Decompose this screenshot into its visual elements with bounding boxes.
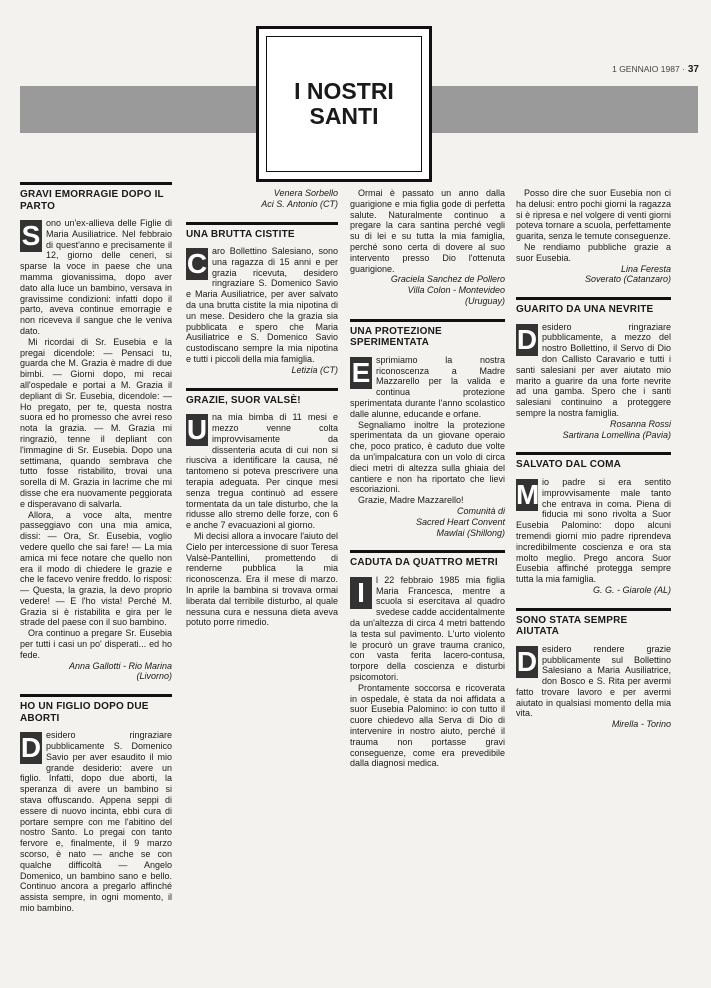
article-paragraph: esidero ringraziare pubblicamente S. Domenico Savio per aver esaudito il mio grande desiderio: avere un figlio. Infatti, dopo due aborti, la speranza di avere un bambino si stava offuscando. Appena seppi di essere di nuovo incinta, ebbi cura di portare sempre con me l'abitino del nostro Santo. Lo pregai con tanto fervore e, finalmente, il 9 marzo scorso, è nato — anche se con qualche difficoltà — Angelo Domenico, un bambino sano e bello. Continuo ancora a pregarlo affinché assista sempre, in ogni momento, il mio bambino.	[20, 730, 172, 914]
article-paragraph: na mia bimba di 11 mesi e mezzo venne colta improvvisamente da dissenteria acuta di cui non si riusciva a identificare la causa, né tantomeno si poteva prescrivere una terapia adeguata. Per cinque mesi senza tregua continuò ad essere tormentata da un tale disturbo, che la ridusse allo stremo delle forze, con 6 e anche 7 evacuazioni al giorno.	[186, 412, 338, 531]
article-paragraph: Ormai è passato un anno dalla guarigione e mia figlia gode di perfetta salute. Naturalmente continuo a pregare la cara santina perché vegli su di lei e su tutta la mia famiglia, perché sono certa di dovere al suo intervento presso Dio l'ottenuta guarigione.	[350, 188, 505, 274]
drop-cap: S	[21, 220, 41, 251]
article-cistite	[186, 222, 338, 376]
article-paragraph: Ora continuo a pregare Sr. Eusebia per tutti i casi un po' disperati... ed ho fede.	[20, 628, 172, 660]
article-protezione	[350, 319, 505, 539]
article-signature: Letizia (CT)	[291, 364, 338, 375]
article-figlio	[20, 694, 172, 914]
section-rule	[186, 388, 338, 391]
section-rule	[350, 319, 505, 322]
article-signature-place: Sartirana Lomellina (Pavia)	[562, 429, 671, 440]
article-signature: Anna Gallotti - Rio Marina	[68, 660, 172, 671]
article-paragraph: aro Bollettino Salesiano, sono una ragazza di 15 anni e per grazia ricevuta, desidero ringraziare S. Domenico Savio e Maria Ausiliatrice, per aver salvato da una brutta cistite la mia nipotina di un mese. Desidero che la grazia sia pubblicata e spero che Maria Ausiliatrice e S. Domenico Savio custodiscano sempre la mia nipotina e tutti i piccoli della mia famiglia.	[186, 246, 338, 365]
article-paragraph: Segnaliamo inoltre la protezione sperimentata da un giovane operaio che, poco pratico, è caduto due volte da un'impalcatura con un volo di circa dieci metri di altezza sulla ghiaia del cantiere e non ha riportato che lievi escoriazioni.	[350, 419, 505, 495]
drop-cap: M	[516, 478, 540, 510]
column-4	[516, 188, 671, 730]
article-paragraph: ono un'ex-allieva delle Figlie di Maria Ausiliatrice. Nel febbraio di quest'anno e precisamente il 12, giorno delle ceneri, si sparse la voce in paese che una mamma giovanissima, dopo aver dato alla luce un bambino, versava in gravissime condizioni: infatti dopo il parto, aveva continue emorragie e non riceveva il sangue che le veniva dato.	[20, 218, 172, 336]
article-coma	[516, 452, 671, 595]
drop-cap: D	[516, 323, 538, 355]
section-rule	[20, 694, 172, 697]
article-signature-place: (Livorno)	[136, 671, 172, 682]
article-grazie-suor-valse	[186, 388, 338, 628]
article-signature: Mirella - Torino	[611, 719, 671, 730]
article-title: UNA BRUTTA CISTITE	[186, 228, 295, 240]
article-paragraph: Mi ricordai di Sr. Eusebia e la pregai dicendole: — Pensaci tu, guarda che M. Grazia è madre di due bimbi. — Giorni dopo, mi recai all'ospedale e portai a M. Grazia il depliant di Sr. Eusebia, dicendole: — Ho pregato, per te, questa nostra suora ed ho promesso che avrei reso nota la grazia. — M. Grazia mi ringraziò, tenne il depliant con l'immagine di Sr. Eusebia. Dopo una settimana, quando sembrava che tutto fosse ristabilito, trovai una sorella di M. Grazia in lacrime che mi disse che era nuovamente peggiorata e disperavano di salvarla.	[20, 336, 172, 509]
article-paragraph: Prontamente soccorsa e ricoverata in ospedale, è stata da noi affidata a suor Eusebia Palomino: io con tutto il cuore chiedevo alla Serva di Dio di intervenire in nostro aiuto, perché il trauma non portasse gravi conseguenze, come era prevedibile dalla diagnosi medica.	[350, 682, 505, 769]
article-title: CADUTA DA QUATTRO METRI	[350, 557, 498, 569]
article-title: SALVATO DAL COMA	[516, 459, 622, 471]
page-number: 37	[687, 64, 699, 75]
article-paragraph: sprimiamo la nostra riconoscenza a Madre Mazzarello per la valida e continua protezione sperimentata durante l'anno scolastico dalle alunne, educande e orfane.	[350, 354, 505, 419]
article-signature-place: Soverato (Catanzaro)	[584, 274, 671, 285]
column-2	[186, 188, 338, 628]
section-rule	[350, 550, 505, 553]
article-signature-place: Aci S. Antonio (CT)	[261, 198, 338, 209]
column-3	[350, 188, 505, 769]
section-rule	[516, 452, 671, 455]
title-box	[256, 26, 432, 182]
section-rule	[20, 182, 172, 185]
article-paragraph: l 22 febbraio 1985 mia figlia Maria Francesca, mentre a scuola si esercitava al quadro svedese cadde accidentalmente da un'altezza di circa 4 metri battendo la testa sul pavimento. L'urto violento le procurò un grave trauma cranico, con vasta ferita lacero-contusa, torpore della coscienza e disturbi psicomotori.	[350, 574, 505, 682]
title-line-1: I NOSTRI	[294, 77, 394, 104]
article-aiutata	[516, 608, 671, 730]
article-signature: Venera Sorbello	[273, 188, 338, 198]
drop-cap: I	[350, 577, 372, 609]
article-signature-country: (Uruguay)	[464, 295, 505, 306]
article-paragraph: esidero rendere grazie pubblicamente sul Bollettino Salesiano a Maria Ausiliatrice, don Bosco e S. Rita per avermi fatto trovare lavoro e per avermi aiutato in qualsiasi momento della mia vita.	[516, 643, 671, 719]
article-paragraph: io padre si era sentito improvvisamente male tanto che entrava in coma. Piena di fiducia mi sono rivolta a Suor Eusebia Palomino: dopo alcuni tremendi giorni mio padre riprendeva incredibilmente coscienza e ora sta molto meglio. Prego ancora Suor Eusebia affinché protegga sempre tutta la mia famiglia.	[516, 476, 671, 585]
article-signature: Graciela Sanchez de Pollero	[390, 274, 505, 285]
article-paragraph: esidero ringraziare pubblicamente, a mezzo del nostro Bollettino, il Servo di Dio don Callisto Caravario e tutti i santi salesiani per aver aiutato mio marito a guarire da una forte nevrite ad una gamba. Spero che i santi salesiani continuino a proteggere sempre la nostra famiglia.	[516, 321, 671, 419]
article-signature: Lina Feresta	[620, 263, 671, 274]
article-paragraph: Allora, a voce alta, mentre passeggiavo con una mia amica, dissi: — Ora, Sr. Eusebia, voglio vedere quello che sai fare! — La mia amica mi fece notare che quello non era il modo di chiedere le grazie e che le facevo venire freddo. Io risposi: — Questa, la grazia, la devo proprio vedere! — E l'ho vista! Perché M. Grazia si è ristabilita e gira per le strade del paese con il suo bambino.	[20, 509, 172, 628]
article-signature: Comunità di	[456, 505, 505, 516]
drop-cap: E	[351, 356, 371, 388]
article-title: GRAVI EMORRAGIE DOPO IL PARTO	[20, 189, 164, 212]
article-title: GRAZIE, SUOR VALSÈ!	[186, 394, 301, 406]
article-caduta	[350, 550, 505, 769]
section-rule	[186, 222, 338, 225]
article-paragraph: Grazie, Madre Mazzarello!	[358, 495, 464, 506]
article-paragraph: Posso dire che suor Eusebia non ci ha delusi: entro pochi giorni la ragazza si è ripresa e nel volgere di venti giorni poteva tornare a scuola, perfettamente guarita, senza le temute conseguenze.	[516, 188, 671, 242]
drop-cap: D	[516, 645, 538, 677]
article-title: HO UN FIGLIO DOPO DUE ABORTI	[20, 701, 149, 724]
article-signature-place: Villa Colon - Montevideo	[407, 285, 505, 296]
section-rule	[516, 608, 671, 611]
article-paragraph: Ne rendiamo pubbliche grazie a suor Eusebia.	[516, 241, 671, 263]
page-title	[294, 79, 394, 130]
article-signature-place: Sacred Heart Convent	[415, 516, 505, 527]
article-paragraph: Mi decisi allora a invocare l'aiuto del Cielo per intercessione di suor Teresa Valsè-Pantellini, promettendo di renderne pubblica la mia riconoscenza. Era il mese di marzo. In aprile la bambina si trovava ormai liberata dal terribile disturbo, al quale nessuna cura e nessuna dieta aveva potuto porre rimedio.	[186, 530, 338, 628]
title-line-2: SANTI	[309, 103, 379, 129]
article-title: UNA PROTEZIONE SPERIMENTATA	[350, 325, 442, 349]
drop-cap: D	[20, 732, 42, 764]
article-nevrite	[516, 297, 671, 440]
article-signature: G. G. - Giarole (AL)	[592, 584, 671, 595]
article-signature: Rosanna Rossi	[609, 418, 671, 429]
drop-cap: C	[186, 248, 208, 280]
page-header	[612, 64, 699, 75]
issue-date: 1 GENNAIO 1987 ·	[612, 64, 685, 74]
drop-cap: U	[186, 414, 208, 446]
article-title: GUARITO DA UNA NEVRITE	[516, 304, 654, 316]
section-rule	[516, 297, 671, 300]
column-1	[20, 182, 172, 914]
article-signature-country: Mawlai (Shillong)	[436, 527, 505, 538]
article-title: SONO STATA SEMPRE AIUTATA	[516, 614, 628, 638]
article-gravi-emorragie	[20, 182, 172, 682]
